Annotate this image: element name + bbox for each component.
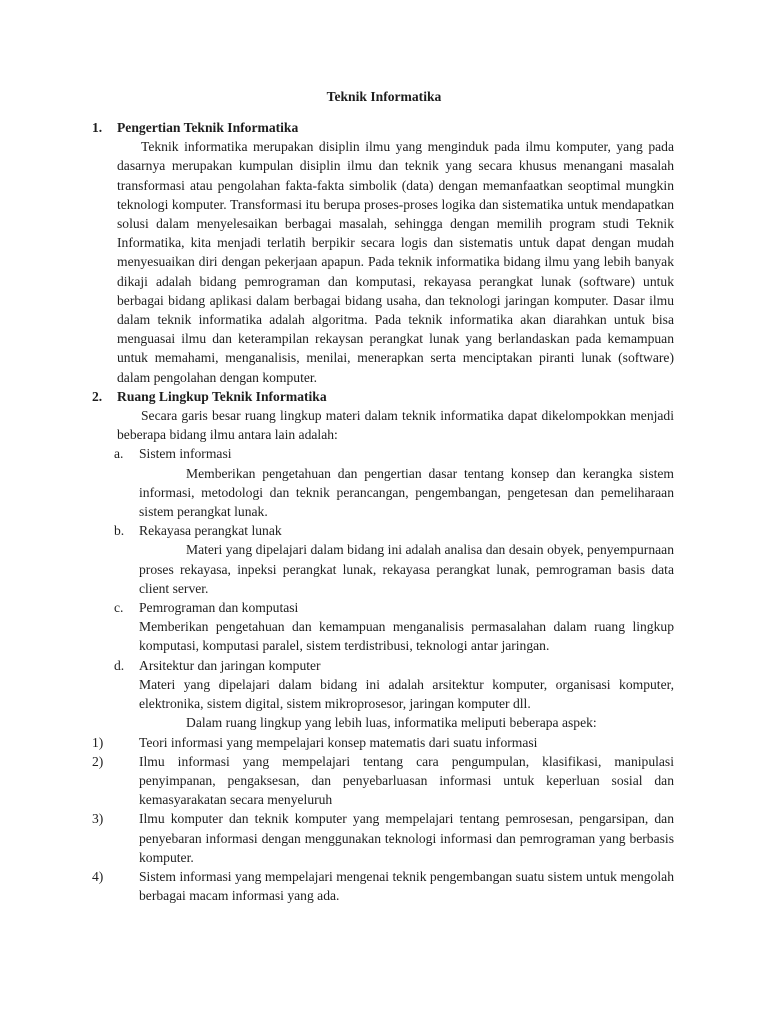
aspects-intro: Dalam ruang lingkup yang lebih luas, informatika meliputi beberapa aspek: xyxy=(186,715,597,731)
list-item-text: Teori informasi yang mempelajari konsep matematis dari suatu informasi xyxy=(139,734,538,750)
list-item-marker: 1) xyxy=(92,734,104,750)
list-item-text: Sistem informasi yang mempelajari mengenai teknik pengembangan suatu sistem untuk mengolah berbagai macam informasi yang ada. xyxy=(139,868,674,904)
section-number: 2. xyxy=(92,388,103,404)
list-item-text: Ilmu informasi yang mempelajari tentang cara pengumpulan, klasifikasi, manipulasi penyimpanan, pengaksesan, dan penyebarluasan informasi untuk keperluan sosial dan kemasyarakatan secara menyeluruh xyxy=(139,753,674,808)
list-item xyxy=(92,867,674,905)
list-item xyxy=(92,809,674,867)
list-item-marker: 3) xyxy=(92,811,104,827)
list-item-marker: 4) xyxy=(92,868,104,884)
subitem-marker: d. xyxy=(114,657,125,673)
subitem-sistem-informasi xyxy=(92,444,674,521)
subitem-pemrograman-komputasi xyxy=(92,598,674,656)
section-ruang-lingkup xyxy=(92,387,674,905)
subitem-marker: c. xyxy=(114,600,124,616)
list-item-marker: 2) xyxy=(92,753,104,769)
aspects-list xyxy=(92,733,674,906)
section-pengertian xyxy=(92,118,674,387)
subitem-arsitektur-jaringan xyxy=(92,656,674,733)
subitem-text: Memberikan pengetahuan dan pengertian dasar tentang konsep dan kerangka sistem informasi, metodologi dan teknik perancangan, pengembangan, pengetesan dan pemeliharaan sistem perangkat lunak. xyxy=(139,465,674,520)
subitem-text: Memberikan pengetahuan dan kemampuan menganalisis permasalahan dalam ruang lingkup komputasi, komputasi paralel, sistem terdistribusi, teknologi antar jaringan. xyxy=(139,619,674,654)
subitem-rekayasa-perangkat-lunak xyxy=(92,521,674,598)
list-item-text: Ilmu komputer dan teknik komputer yang mempelajari tentang pemrosesan, pengarsipan, dan penyebaran informasi dengan menggunakan teknologi informasi dan pemrograman yang berbasis komputer. xyxy=(139,811,674,865)
subitem-marker: a. xyxy=(114,446,124,462)
section-paragraph: Teknik informatika merupakan disiplin ilmu yang menginduk pada ilmu komputer, yang pada dasarnya merupakan kumpulan disiplin ilmu dan teknik yang secara khusus menangani masalah transformasi atau pengolahan fakta-fakta simbolik (data) dengan memanfaatkan seoptimal mungkin teknologi komputer. Transformasi itu berupa proses-proses logika dan sistematika untuk mendapatkan solusi dalam menyelesaikan berbagai masalah, sehingga dengan memilih program studi Teknik Informatika, kita menjadi terlatih berpikir secara logis dan sistematis untuk dapat dengan mudah menyesuaikan diri dengan pekerjaan apapun. Pada teknik informatika bidang ilmu yang lebih banyak dikaji adalah bidang pemrograman dan komputasi, rekayasa perangkat lunak (software) untuk berbagai bidang aplikasi dalam berbagai bidang usaha, dan teknologi jaringan komputer. Dasar ilmu dalam teknik informatika adalah algoritma. Pada teknik informatika akan diarahkan untuk bisa menguasai ilmu dan keterampilan rekaysan perangkat lunak yang berlandaskan pada kemampuan untuk memahami, menganalisis, menilai, menerapkan serta menciptakan piranti lunak (software) dalam pengolahan dengan komputer. xyxy=(117,139,674,385)
subitem-text: Materi yang dipelajari dalam bidang ini adalah analisa dan desain obyek, penyempurnaan proses rekayasa, inpeksi perangkat lunak, rekayasa perangkat lunak, pemrograman basis data client server. xyxy=(139,542,674,596)
subitem-label: Rekayasa perangkat lunak xyxy=(139,523,282,539)
subitem-text: Materi yang dipelajari dalam bidang ini adalah arsitektur komputer, organisasi komputer, elektronika, sistem digital, sistem mikroprosesor, jaringan komputer dll. xyxy=(139,676,674,712)
subitem-label: Pemrograman dan komputasi xyxy=(139,600,299,616)
subitem-label: Sistem informasi xyxy=(139,446,232,462)
section-intro: Secara garis besar ruang lingkup materi dalam teknik informatika dapat dikelompokkan menjadi beberapa bidang ilmu antara lain adalah: xyxy=(117,408,674,443)
list-item xyxy=(92,733,674,752)
document-body xyxy=(92,118,674,905)
list-item xyxy=(92,752,674,810)
section-heading: Pengertian Teknik Informatika xyxy=(117,120,299,135)
section-heading: Ruang Lingkup Teknik Informatika xyxy=(117,388,327,404)
subitem-marker: b. xyxy=(114,523,125,539)
subitem-label: Arsitektur dan jaringan komputer xyxy=(139,657,321,673)
document-title: Teknik Informatika xyxy=(326,89,442,104)
section-number: 1. xyxy=(92,120,103,135)
